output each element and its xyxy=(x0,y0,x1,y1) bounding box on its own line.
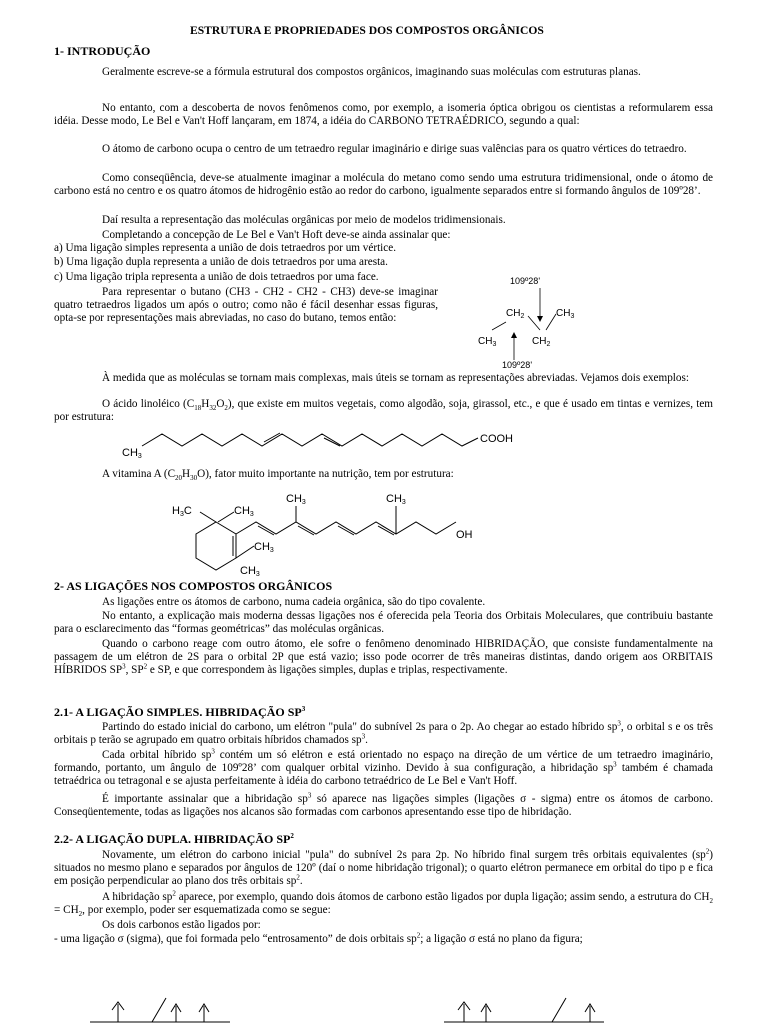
ch3-label: CH3 xyxy=(386,493,406,506)
section-heading-ligacoes: 2- AS LIGAÇÕES NOS COMPOSTOS ORGÂNICOS xyxy=(54,579,333,593)
paragraph: É importante assinalar que a hibridação $sp^3$ só aparece nas ligações simples (ligações σ - sigma) entre os átomos de carbono. Conseqüentemente, todas as ligações nos alcanos são formadas com carbonos apresentando esse tipo de hibridação. xyxy=(54,791,714,819)
section-heading-ligacao-dupla: 2.2- A LIGAÇÃO DUPLA. HIBRIDAÇÃO $SP^2$ xyxy=(54,832,294,846)
linoleic-acid-structure xyxy=(118,424,528,460)
cooh-label: COOH xyxy=(480,433,513,445)
ch2-label: $CH_2$ xyxy=(532,336,551,348)
list-item: c) Uma ligação tripla representa a união de dois tetraedros por uma face. xyxy=(54,271,379,283)
ch2-label: $CH_2$ xyxy=(506,308,525,320)
ch3-label: CH3 xyxy=(234,505,254,518)
paragraph: Geralmente escreve-se a fórmula estrutural dos compostos orgânicos, imaginando suas moléculas com estruturas planas. xyxy=(102,66,641,78)
oh-label: OH xyxy=(456,529,473,541)
paragraph: No entanto, com a descoberta de novos fenômenos como, por exemplo, a isomeria óptica obrigou os cientistas a reformularem essa idéia. Desse modo, Le Bel e Van't Hoff lançaram, em 1874, a idéia do CARBONO TETRAÉDRICO, segundo a qual: xyxy=(54,102,713,128)
paragraph: Os dois carbonos estão ligados por: xyxy=(102,919,261,931)
butane-structure-figure xyxy=(470,272,590,372)
paragraph: As ligações entre os átomos de carbono, numa cadeia orgânica, são do tipo covalente. xyxy=(102,596,486,608)
paragraph: A hibridação $sp^2$ aparece, por exemplo, quando dois átomos de carbono estão ligados por dupla ligação; assim sendo, a estrutura do $CH_2 = CH_2$, por exemplo, poder ser esquematizada como se segue: xyxy=(54,889,713,919)
orbital-diagram-right xyxy=(444,996,604,1024)
ch3-label: CH3 xyxy=(240,565,260,578)
angle-label-bottom: 109º28' xyxy=(502,360,533,370)
angle-label-top: 109º28' xyxy=(510,276,541,286)
ch3-label: CH3 xyxy=(254,541,274,554)
paragraph: Novamente, um elétron do carbono inicial "pula" do subnível 2s para 2p. No híbrido final surgem três orbitais equivalentes $(sp^2)$ situados no mesmo plano e separados por ângulos de 120º (daí o nome hibridação trigonal); o quarto elétron permanece em orbital do tipo p e fica em posição perpendicular ao plano dos três orbitais $sp^2$. xyxy=(54,847,713,888)
h3c-label: H3C xyxy=(172,505,192,518)
paragraph: À medida que as moléculas se tornam mais complexas, mais úteis se tornam as representações abreviadas. Vejamos dois exemplos: xyxy=(102,372,689,384)
paragraph: Completando a concepção de Le Bel e Van't Hoft deve-se ainda assinalar que: xyxy=(102,229,451,241)
orbital-diagram-left xyxy=(90,996,230,1024)
ch3-label: CH3 xyxy=(286,493,306,506)
page-title: ESTRUTURA E PROPRIEDADES DOS COMPOSTOS ORGÂNICOS xyxy=(190,24,544,37)
paragraph: Daí resulta a representação das moléculas orgânicas por meio de modelos tridimensionais. xyxy=(102,214,506,226)
vitamin-a-structure xyxy=(170,488,490,580)
paragraph: No entanto, a explicação mais moderna dessas ligações nos é oferecida pela Teoria dos Orbitais Moleculares, que contribuiu bastante para o esclarecimento das “formas geométricas” das moléculas orgânicas. xyxy=(54,610,713,636)
paragraph: O átomo de carbono ocupa o centro de um tetraedro regular imaginário e dirige suas valências para os quatro vértices do tetraedro. xyxy=(102,143,687,155)
paragraph: Como conseqüência, deve-se atualmente imaginar a molécula do metano como sendo uma estrutura tridimensional, onde o átomo de carbono está no centro e os quatro átomos de hidrogênio estão ao redor do carbono, igualmente separados entre si formando ângulos de 109º28’. xyxy=(54,172,713,198)
paragraph-hibridacao: Quando o carbono reage com outro átomo, ele sofre o fenômeno denominado HIBRIDAÇÃO, que consiste fundamentalmente na passagem de um elétron de 2S para o orbital 2P que está vazio; isso pode ocorrer de três maneiras distintas, dando origem aos ORBITAIS HÍBRIDOS $SP^3$, $SP^2$ e SP, e que correspondem às ligações simples, duplas e triplas, respectivamente. xyxy=(54,638,713,677)
paragraph-vitamin-a: A vitamina A $(C_{20}H_{30}O)$, fator muito importante na nutrição, tem por estrutura: xyxy=(102,468,454,483)
ch3-label: CH3 xyxy=(122,447,142,460)
ch3-label: $CH_3$ xyxy=(478,336,497,348)
list-item: a) Uma ligação simples representa a união de dois tetraedros por um vértice. xyxy=(54,242,397,254)
list-item: b) Uma ligação dupla representa a união de dois tetraedros por uma aresta. xyxy=(54,256,388,268)
paragraph-butano: Para representar o butano (CH3 - CH2 - CH2 - CH3) deve-se imaginar quatro tetraedros ligados um após o outro; como não é fácil desenhar essas figuras, opta-se por representações mais abreviadas, no caso do butano, temos então: xyxy=(54,286,438,325)
paragraph-linoleic: O ácido linoléico $(C_{18}H_{32}O_2)$, que existe em muitos vegetais, como algodão, soja, girassol, etc., e que é usado em tintas e vernizes, tem por estrutura: xyxy=(54,398,713,424)
ch3-label: $CH_3$ xyxy=(556,308,575,320)
paragraph: Cada orbital híbrido $sp^3$ contém um só elétron e está orientado no espaço na direção de um vértice de um tetraedro imaginário, formando, portanto, um ângulo de 109º28’ com qualquer orbital vizinho. Devido à sua configuração, a hibridação $sp^3$ também é chamada tetraédrica ou tetragonal e se ajusta perfeitamente à idéia do carbono tetraédrico de Le Bel e Van't Hoff. xyxy=(54,747,713,788)
paragraph: - uma ligação σ (sigma), que foi formada pelo “entrosamento” de dois orbitais $sp^2$; a ligação σ está no plano da figura; xyxy=(54,931,583,945)
section-heading-introducao: 1- INTRODUÇÃO xyxy=(54,44,151,58)
section-heading-ligacao-simples: 2.1- A LIGAÇÃO SIMPLES. HIBRIDAÇÃO $SP^3$ xyxy=(54,705,306,719)
paragraph: Partindo do estado inicial do carbono, um elétron "pula" do subnível 2s para o 2p. Ao chegar ao estado híbrido $sp^3$, o orbital s e os três orbitais p terão se agrupado em quatro orbitais híbridos chamados $sp^3$. xyxy=(54,719,713,747)
